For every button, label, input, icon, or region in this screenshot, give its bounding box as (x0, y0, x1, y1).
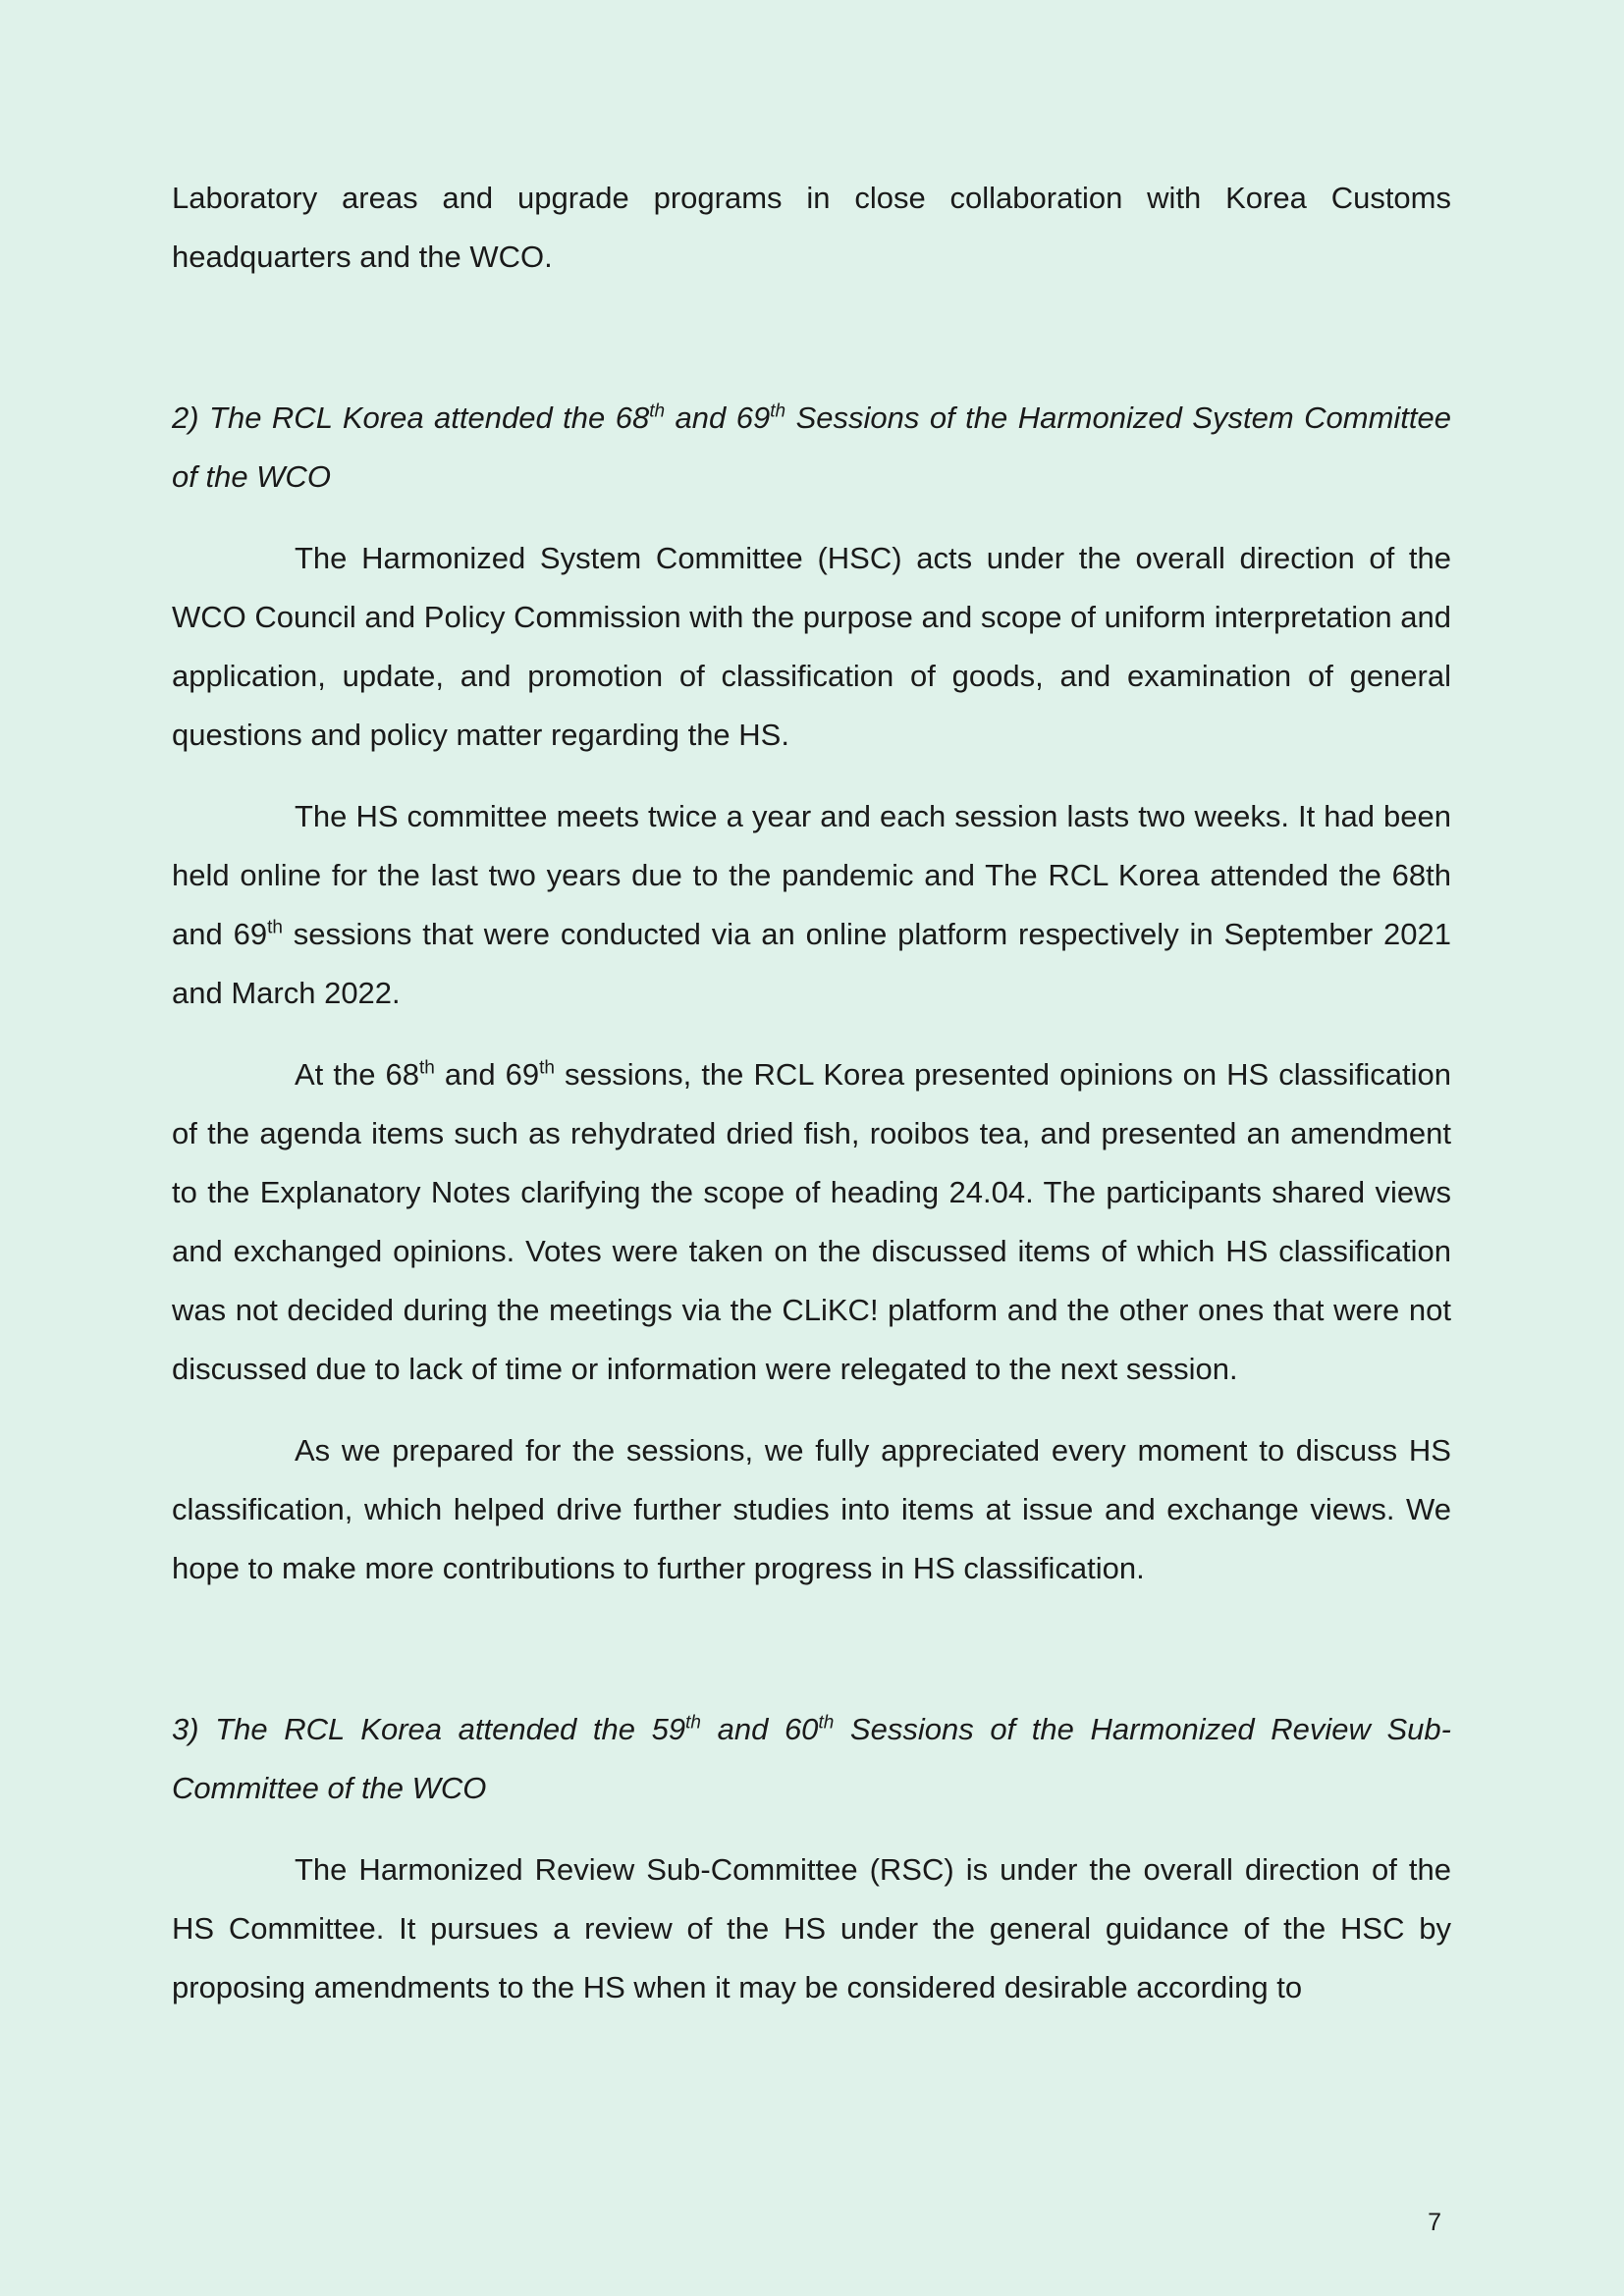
section-2-paragraph-4: As we prepared for the sessions, we fully appreciated every moment to discuss HS classification, which helped drive further studies into items at issue and exchange views. We hope to make more contributions to further progress in HS classification. (172, 1433, 1451, 1585)
section-3-heading-prefix: 3) The RCL Korea attended the 59 (172, 1712, 686, 1746)
section-3-paragraph-1: The Harmonized Review Sub-Committee (RSC) is under the overall direction of the HS Committee. It pursues a review of the HS under the general guidance of the HSC by proposing amendments to the HS when it may be considered desirable according to (172, 1852, 1451, 2004)
paragraph-spacer (172, 765, 1451, 787)
page-number: 7 (1428, 2209, 1441, 2236)
section-2-paragraph-2-sup: th (267, 917, 283, 938)
section-2-paragraph-3-sup-2: th (539, 1057, 555, 1079)
section-2-heading-prefix: 2) The RCL Korea attended the 68 (172, 400, 650, 435)
section-3-heading-suffix: Sessions of the Harmonized Review Sub-Committee of the WCO (172, 1712, 1451, 1805)
section-2-paragraph-3-part-2: and 69 (434, 1057, 540, 1092)
section-3-heading (172, 1700, 1451, 1818)
section-2-paragraph-3 (172, 1045, 1451, 1399)
section-2-heading (172, 389, 1451, 507)
section-2-paragraph-2-part-2: sessions that were conducted via an online platform respectively in September 2021 and March 2022. (172, 917, 1451, 1010)
section-3-heading-mid: and 60 (700, 1712, 819, 1746)
section-2-paragraph-3-sup-1: th (418, 1057, 435, 1079)
section-spacer (172, 287, 1451, 389)
paragraph-spacer (172, 1023, 1451, 1045)
section-3-heading-sup-2: th (818, 1712, 835, 1734)
section-3-heading-sup-1: th (685, 1712, 701, 1734)
section-2-paragraph-3-part-1: At the 68 (295, 1057, 419, 1092)
document-body (172, 169, 1451, 2017)
section-2-paragraph-2-part-1: The HS committee meets twice a year and each session lasts two weeks. It had been held online for the last two years due to the pandemic and The RCL Korea attended the 68th and 69 (172, 799, 1451, 951)
heading-spacer (172, 507, 1451, 529)
section-2-heading-suffix: Sessions of the Harmonized System Committee of the WCO (172, 400, 1451, 494)
heading-spacer (172, 1818, 1451, 1841)
section-2-paragraph-3-part-3: sessions, the RCL Korea presented opinions on HS classification of the agenda items such as rehydrated dried fish, rooibos tea, and presented an amendment to the Explanatory Notes clarifying the scope of heading 24.04. The participants shared views and exchanged opinions. Votes were taken on the discussed items of which HS classification was not decided during the meetings via the CLiKC! platform and the other ones that were not discussed due to lack of time or information were relegated to the next session. (172, 1057, 1451, 1386)
section-spacer (172, 1598, 1451, 1700)
section-2-heading-sup-2: th (770, 400, 786, 422)
section-2-paragraph-2 (172, 787, 1451, 1023)
intro-paragraph: Laboratory areas and upgrade programs in close collaboration with Korea Customs headquarters and the WCO. (172, 181, 1451, 274)
paragraph-spacer (172, 1399, 1451, 1421)
section-2-heading-mid: and 69 (665, 400, 771, 435)
section-2-paragraph-1: The Harmonized System Committee (HSC) acts under the overall direction of the WCO Council and Policy Commission with the purpose and scope of uniform interpretation and application, update, and promotion of classification of goods, and examination of general questions and policy matter regarding the HS. (172, 541, 1451, 752)
section-2-heading-sup-1: th (649, 400, 666, 422)
